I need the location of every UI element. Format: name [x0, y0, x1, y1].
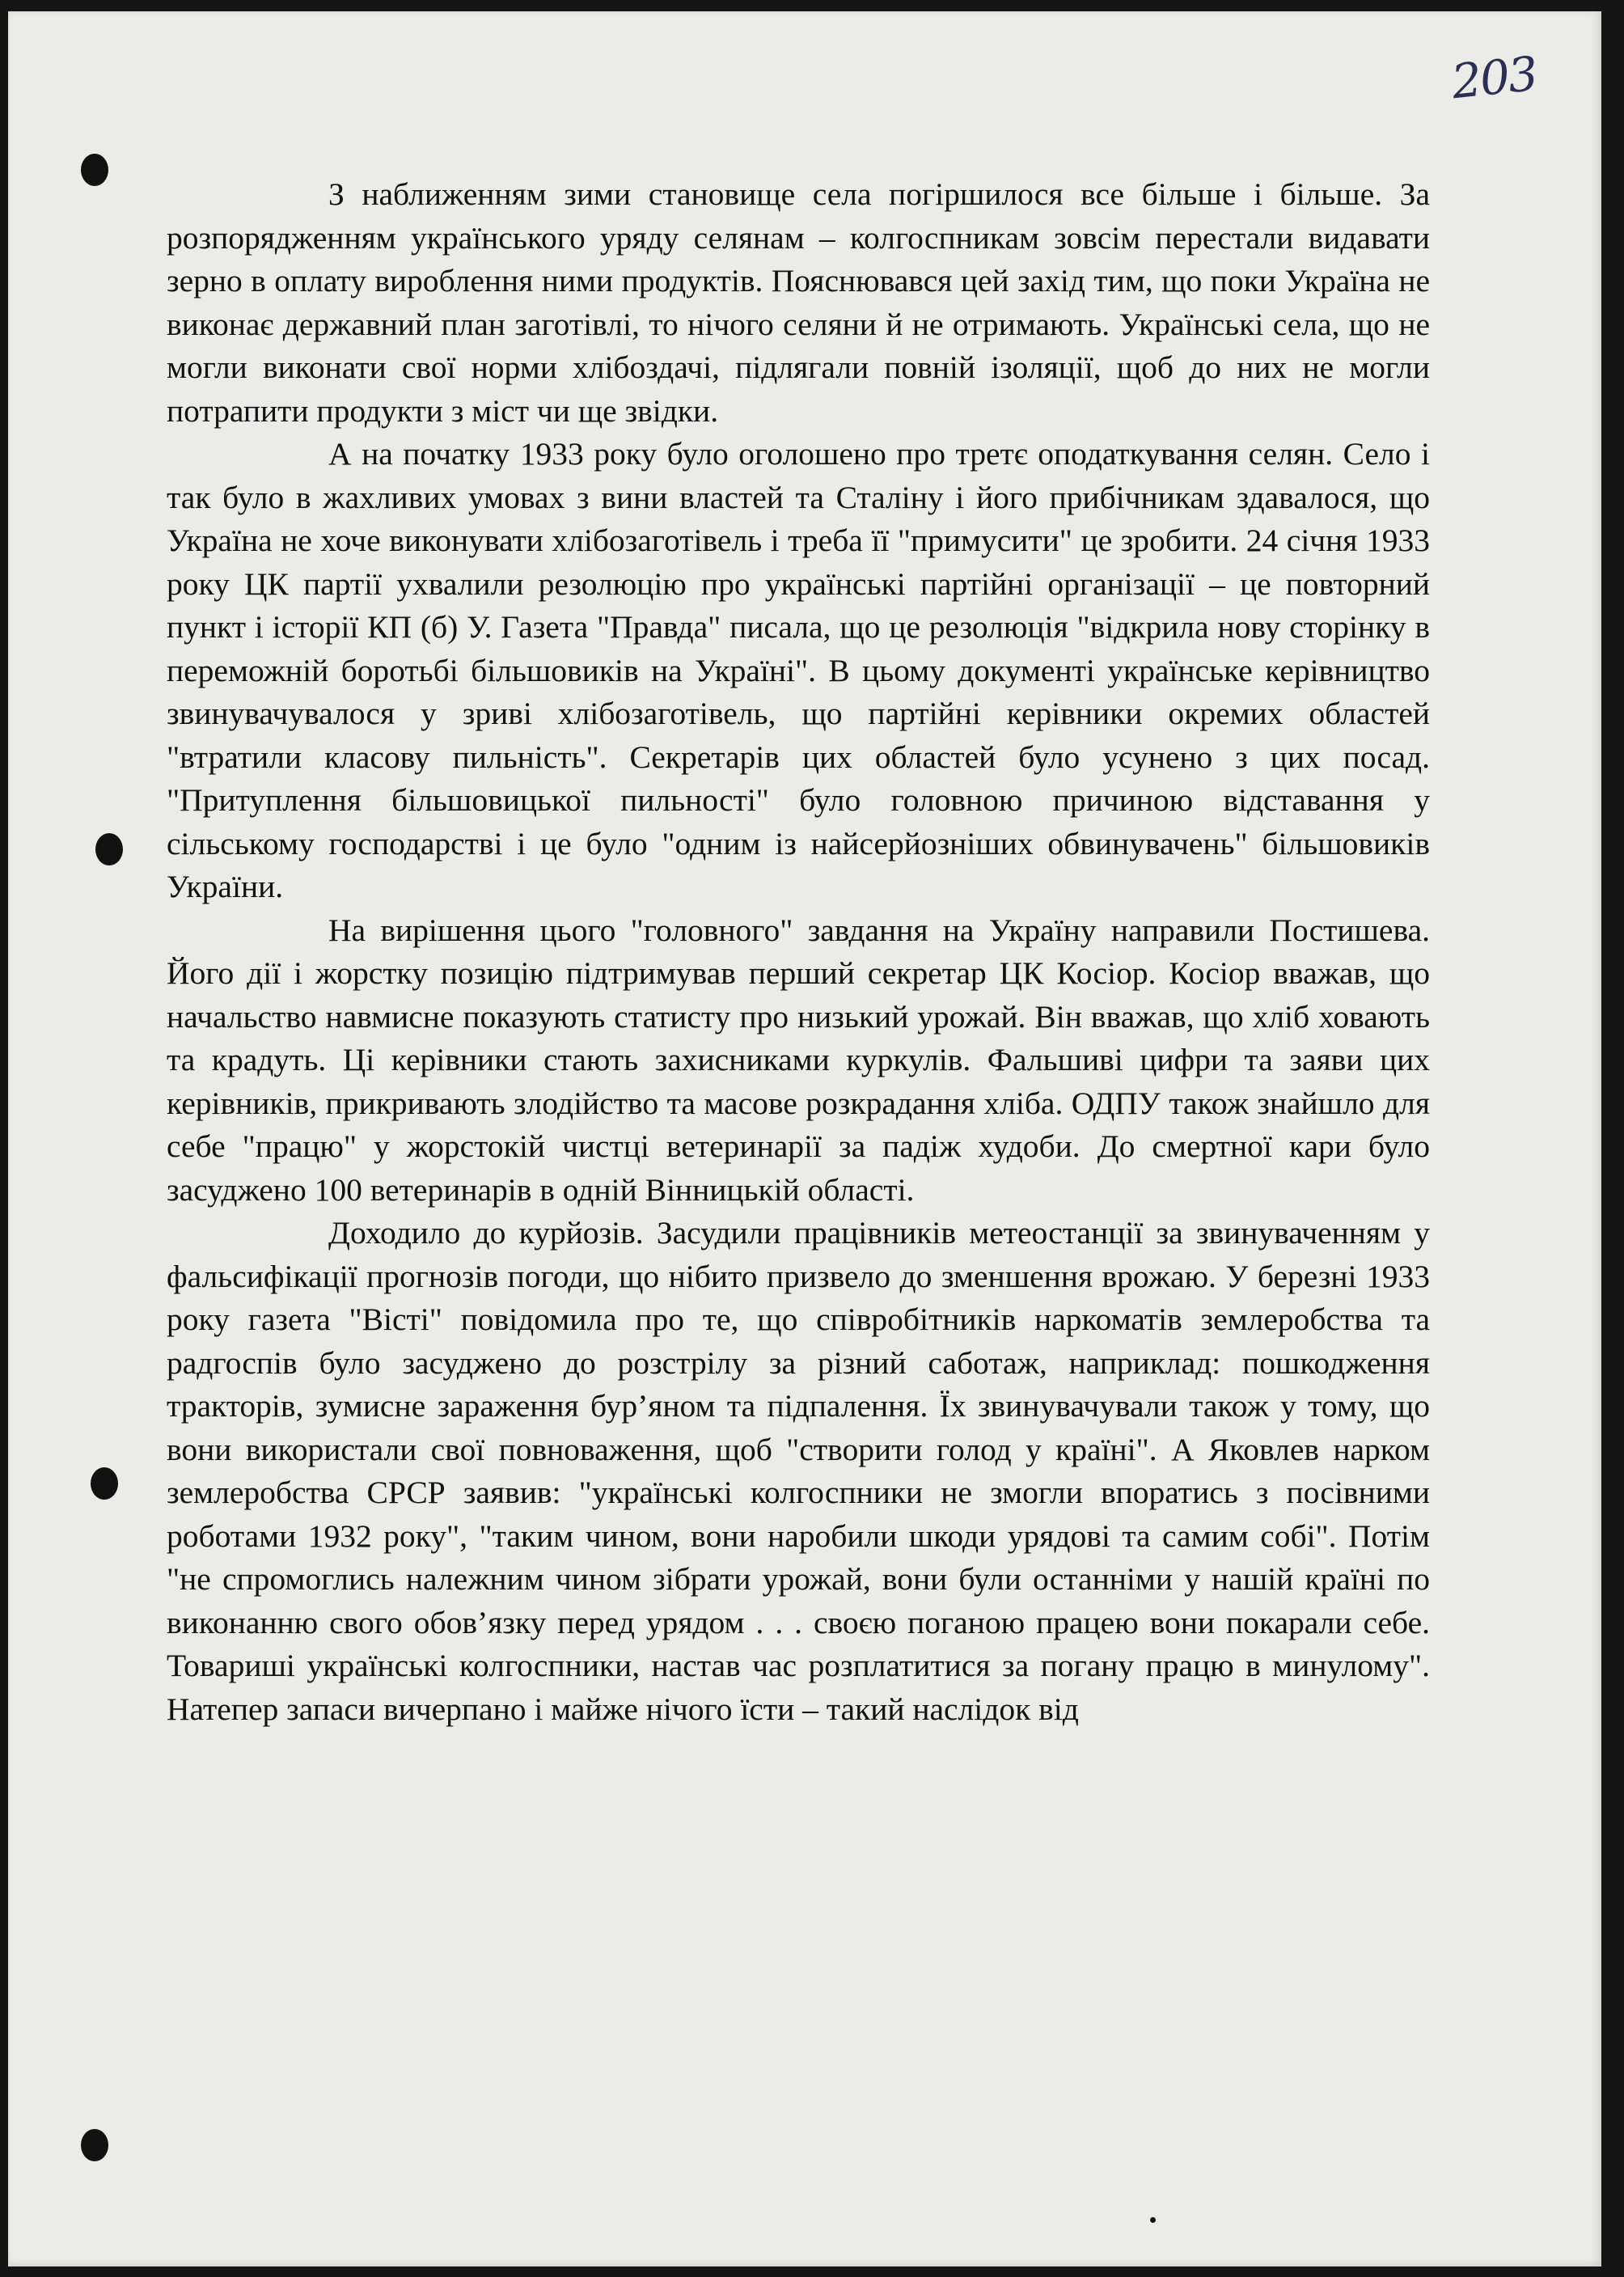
document-page	[8, 11, 1601, 2266]
handwritten-page-number: 203	[1448, 45, 1539, 110]
paragraph-curiosities: Доходило до курйозів. Засудили працівників метеостанції за звинуваченням у фальсифікації прогнозів погоди, що нібито призвело до зменшення врожаю. У березні 1933 року газета "Вісті" повідомила про те, що співробітників наркоматів землеробства та радгоспів було засуджено до розстрілу за різний саботаж, наприклад: пошкодження тракторів, зумисне зараження бур’яном та підпалення. Їх звинувачували також у тому, що вони використали свої повноваження, щоб "створити голод у країні". А Яковлев нарком землеробства СРСР заявив: "українські колгоспники не змогли впоратись з посівними роботами 1932 року", "таким чином, вони наробили шкоди урядові та самим собі". Потім "не спромоглись належним чином зібрати урожай, вони були останніми у нашій країні по виконанню свого обов’язку перед урядом . . . своєю поганою працею вони покарали себе. Товариші українські колгоспники, настав час розплатитися за погану працю в минулому". Натепер запаси вичерпано і майже нічого їсти – такий наслідок від	[167, 1215, 1430, 1727]
punch-hole	[91, 1467, 118, 1500]
ink-dot	[1150, 2217, 1156, 2223]
punch-hole	[81, 2129, 108, 2161]
paragraph-winter-situation: З наближенням зими становище села погіршилося все більше і більше. За розпорядженням українського уряду селянам – колгоспникам зовсім перестали видавати зерно в оплату вироблення ними продуктів. Пояснювався цей захід тим, що поки Україна не виконає державний план заготівлі, то нічого селяни й не отримають. Українські села, що не могли виконати свої норми хлібоздачі, підлягали повній ізоляції, щоб до них не могли потрапити продукти з міст чи ще звідки.	[167, 176, 1430, 429]
punch-hole	[95, 833, 123, 866]
paragraph-postyshev: На вирішення цього "головного" завдання на Україну направили Постишева. Його дії і жорстку позицію підтримував перший секретар ЦК Косіор. Косіор вважав, що начальство навмисне показують статисту про низький урожай. Він вважав, що хліб ховають та крадуть. Ці керівники стають захисниками куркулів. Фальшиві цифри та заяви цих керівників, прикривають злодійство та масове розкрадання хліба. ОДПУ також знайшло для себе "працю" у жорстокій чистці ветеринарії за падіж худоби. До смертної кари було засуджено 100 ветеринарів в одній Вінницькій області.	[167, 912, 1430, 1208]
paragraph-taxation-1933: А на початку 1933 року було оголошено про третє оподаткування селян. Село і так було в жахливих умовах з вини властей та Сталіну і його прибічникам здавалося, що Україна не хоче виконувати хлібозаготівель і треба її "примусити" це зробити. 24 січня 1933 року ЦК партії ухвалили резолюцію про українські партійні організації – це повторний пункт і історії КП (б) У. Газета "Правда" писала, що це резолюція "відкрила нову сторінку в переможній боротьбі більшовиків на Україні". В цьому документі українське керівництво звинувачувалося у зриві хлібозаготівель, що партійні керівники окремих областей "втратили класову пильність". Секретарів цих областей було усунено з цих посад. "Притуплення більшовицької пильності" було головною причиною відставання у сільському господарстві і це було "одним із найсерйозніших обвинувачень" більшовиків України.	[167, 436, 1430, 904]
punch-hole	[81, 154, 108, 186]
document-body-text	[167, 173, 1430, 1731]
